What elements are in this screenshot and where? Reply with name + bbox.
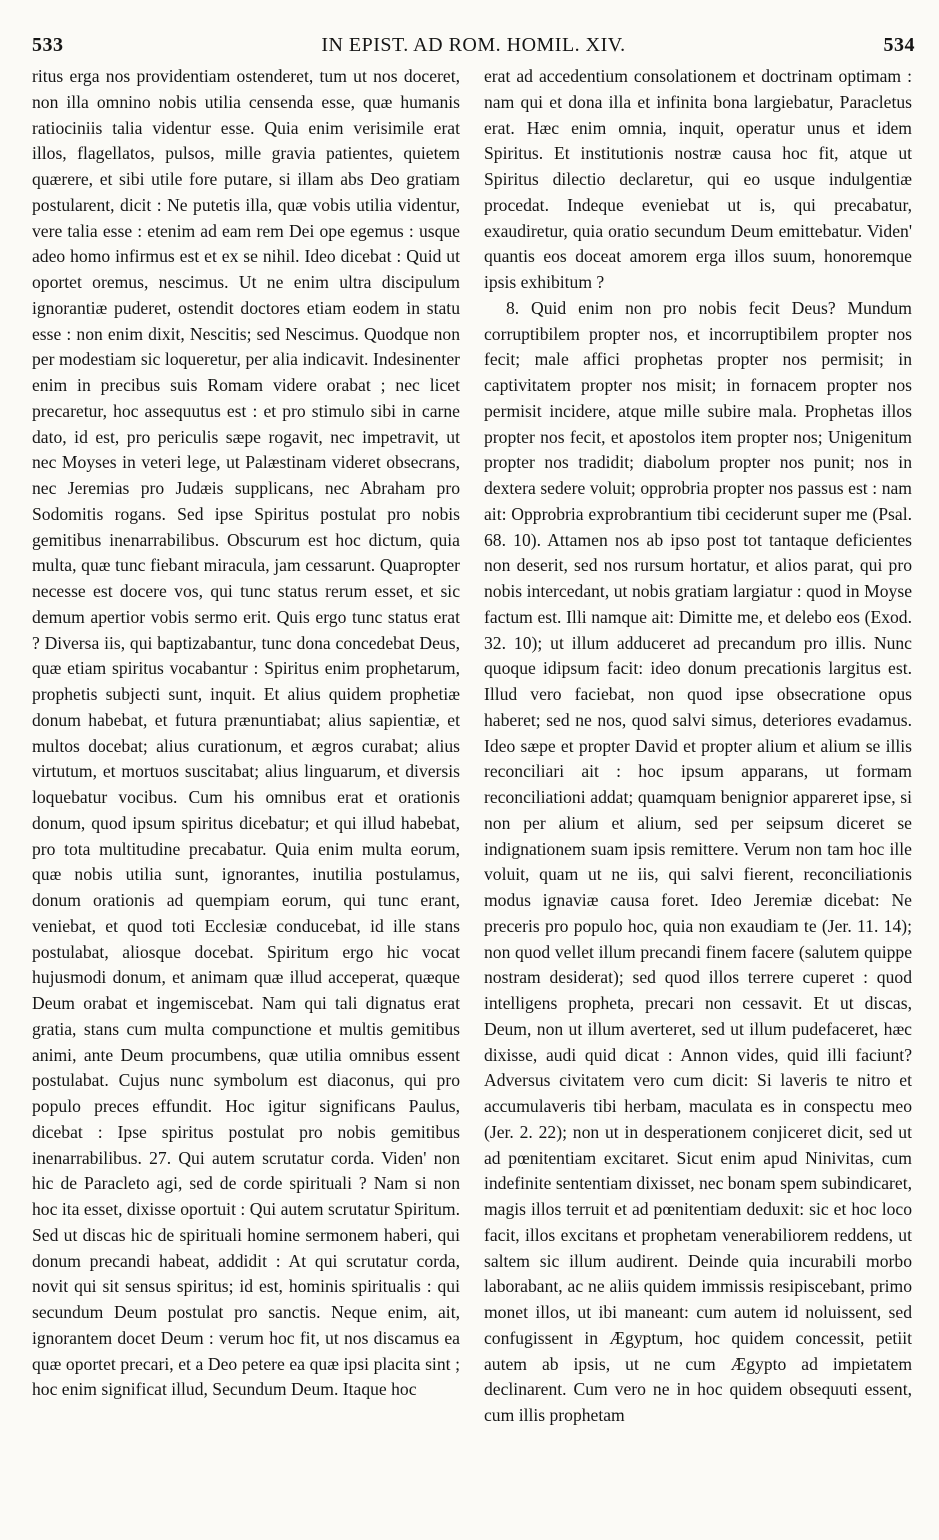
page-number-left: 533 — [32, 34, 64, 56]
page-number-right: 534 — [883, 34, 915, 56]
paragraph: erat ad accedentium consolationem et doctrinam optimam : nam qui et dona illa et infinita bona largiebatur, Paracletus erat. Hæc enim omnia, inquit, operatur unus et idem Spiritus. Et institutionis nostræ causa hoc fit, atque ut Spiritus dilectio declaretur, qui eo usque indulgentiæ procedat. Indeque eveniebat ut is, qui precabatur, exaudiretur, quia oratio secundum Deum emittebatur. Viden' quantis eos doceat amorem erga illos suum, honoremque ipsis exhibitum ? — [484, 66, 912, 292]
text-columns — [32, 64, 915, 1429]
paragraph: ritus erga nos providentiam ostenderet, tum ut nos doceret, non illa omnino nobis utilia censenda esse, quæ humanis ratiociniis talia videntur esse. Quia enim verisimile erat illos, flagellatos, pulsos, mille gravia patientes, quietem quærere, et sibi utile fore putare, si illam abs Deo gratiam postularent, dicit : Ne putetis illa, quæ vobis utilia videntur, vere talia esse : etenim ad eam rem Dei ope egemus : usque adeo homo infirmus est et ex se nihil. Ideo dicebat : Quid ut oportet oremus, nescimus. Ut ne enim ultra discipulum ignorantiæ puderet, ostendit doctores etiam eodem in statu esse : non enim dixit, Nescitis; sed Nescimus. Quodque non per modestiam sic loqueretur, per alia indicavit. Indesinenter enim in precibus suis Romam videre orabat ; nec licet precaretur, hoc assequutus est : et pro stimulo sibi in carne dato, id est, pro periculis sæpe rogavit, nec impetravit, ut nec Moyses in veteri lege, ut Palæstinam videret obsecrans, nec Jeremias pro Judæis supplicans, nec Abraham pro Sodomitis rogans. Sed ipse Spiritus postulat pro nobis gemitibus inenarrabilibus. Obscurum est hoc dictum, quia multa, quæ tunc fiebant miracula, jam cessarunt. Quapropter necesse est docere vos, qui tunc status rerum esset, et sic demum apertior vobis sermo erit. Quis ergo tunc status erat ? Diversa iis, qui baptizabantur, tunc dona concedebat Deus, quæ etiam spiritus vocabantur : Spiritus enim prophetarum, prophetis subjecti sunt, inquit. Et alius quidem prophetiæ donum habebat, et futura prænuntiabat; alius sapientiæ, et multos docebat; alius curationum, et ægros curabat; alius virtutum, et mortuos suscitabat; alius linguarum, et diversis loquebatur vocibus. Cum his omnibus erat et orationis donum, quod ipsum spiritus dicebatur; et qui illud habebat, pro tota multitudine precabatur. Quia enim multa eorum, quæ nobis utilia sunt, ignorantes, inutilia postulamus, donum orationis ad quempiam eorum, qui tunc erant, veniebat, et quod toti Ecclesiæ conducebat, id ille stans postulabat, aliosque docebat. Spiritum ergo hic vocat hujusmodi donum, et animam quæ illud acceperat, quæque Deum orabat et ingemiscebat. Nam qui tali dignatus erat gratia, stans cum multa compunctione et multis gemitibus animi, ante Deum procumbens, quæ utilia omnibus essent postulabat. Cujus nunc symbolum est diaconus, qui pro populo preces effundit. Hoc igitur significans Paulus, dicebat : Ipse spiritus postulat pro nobis gemitibus inenarrabilibus. 27. Qui autem scrutatur corda. Viden' non hic de Paracleto agi, sed de corde spirituali ? Nam si non hoc ita esset, dixisse oportuit : Qui autem scrutatur Spiritum. Sed ut discas hic de spirituali homine sermonem haberi, qui donum precandi habeat, addidit : At qui scrutatur corda, novit qui sit sensus spiritus; id est, hominis spiritualis : qui secundum Deum postulat pro sanctis. Neque enim, ait, ignorantem docet Deum : verum hoc fit, ut nos discamus ea quæ oportet precari, et a Deo petere ea quæ ipsi placita sint ; hoc enim significat illud, Secundum Deum. Itaque hoc — [32, 66, 460, 1400]
right-column — [484, 64, 912, 1429]
page-header — [32, 30, 915, 60]
running-title: IN EPIST. AD ROM. HOMIL. XIV. — [321, 34, 626, 56]
left-column — [32, 64, 460, 1429]
paragraph: 8. Quid enim non pro nobis fecit Deus? Mundum corruptibilem propter nos, et incorruptibilem propter nos fecit; male affici prophetas propter nos permisit; in captivitatem propter nos misit; in fornacem propter nos permisit incidere, atque mille subire mala. Prophetas illos propter nos fecit, et apostolos item propter nos; Unigenitum propter nos tradidit; diabolum propter nos punit; nos in dextera sedere voluit; opprobria propter nos passus est : nam ait: Opprobria exprobrantium tibi ceciderunt super me (Psal. 68. 10). Attamen nos ab ipso post tot tantaque deficientes non deserit, sed nos rursum hortatur, et alios parat, qui pro nobis intercedant, ut nobis gratiam largiatur : quod in Moyse factum est. Illi namque ait: Dimitte me, et delebo eos (Exod. 32. 10); ut illum adduceret ad precandum pro illis. Nunc quoque idipsum facit: ideo donum precationis largitus est. Illud vero faciebat, non quod ipse obsecratione opus haberet; sed ne nos, quod salvi simus, deteriores evadamus. Ideo sæpe et propter David et propter alium et alium se illis reconciliari ait : hoc ipsum apparans, ut formam reconciliationi addat; quamquam benignior appareret ipse, si non per alium et alium, sed per seipsum diceret se indignationem suam ipsis remittere. Verum non tam hoc ille voluit, quam ut ne iis, qui salvi fierent, reconciliationis modus ignaviæ causa foret. Ideo Jeremiæ dicebat: Ne preceris pro populo hoc, quia non exaudiam te (Jer. 11. 14); non quod vellet illum precandi finem facere (salutem quippe nostram desiderat); sed quod illos terrere cuperet : quod intelligens propheta, precari non cessavit. Et ut discas, Deum, non ut illum averteret, sed ut illum pudefaceret, hæc dixisse, audi quid dicat : Annon vides, quid illi faciunt? Adversus civitatem vero cum dicit: Si laveris te nitro et accumulaveris tibi herbam, maculata es in conspectu meo (Jer. 2. 22); non ut in desperationem conjiceret dicit, sed ut ad pœnitentiam excitaret. Sicut enim apud Ninivitas, cum indefinite sententiam dixisset, nec bonam spem subindicaret, magis illos terruit et ad pœnitentiam deduxit: sic et hoc loco facit, illos excitans et prophetam venerabiliorem reddens, ut saltem sic illum audirent. Deinde quia incurabili morbo laborabant, ac ne aliis quidem immissis resipiscebant, primo monet illos, ut ibi maneant: cum autem id noluissent, sed confugissent in Ægyptum, hoc quidem concessit, petiit autem ab ipsis, ut ne cum Ægypto ad impietatem declinarent. Cum vero ne in hoc quidem obsequuti essent, cum illis prophetam — [484, 297, 913, 1425]
